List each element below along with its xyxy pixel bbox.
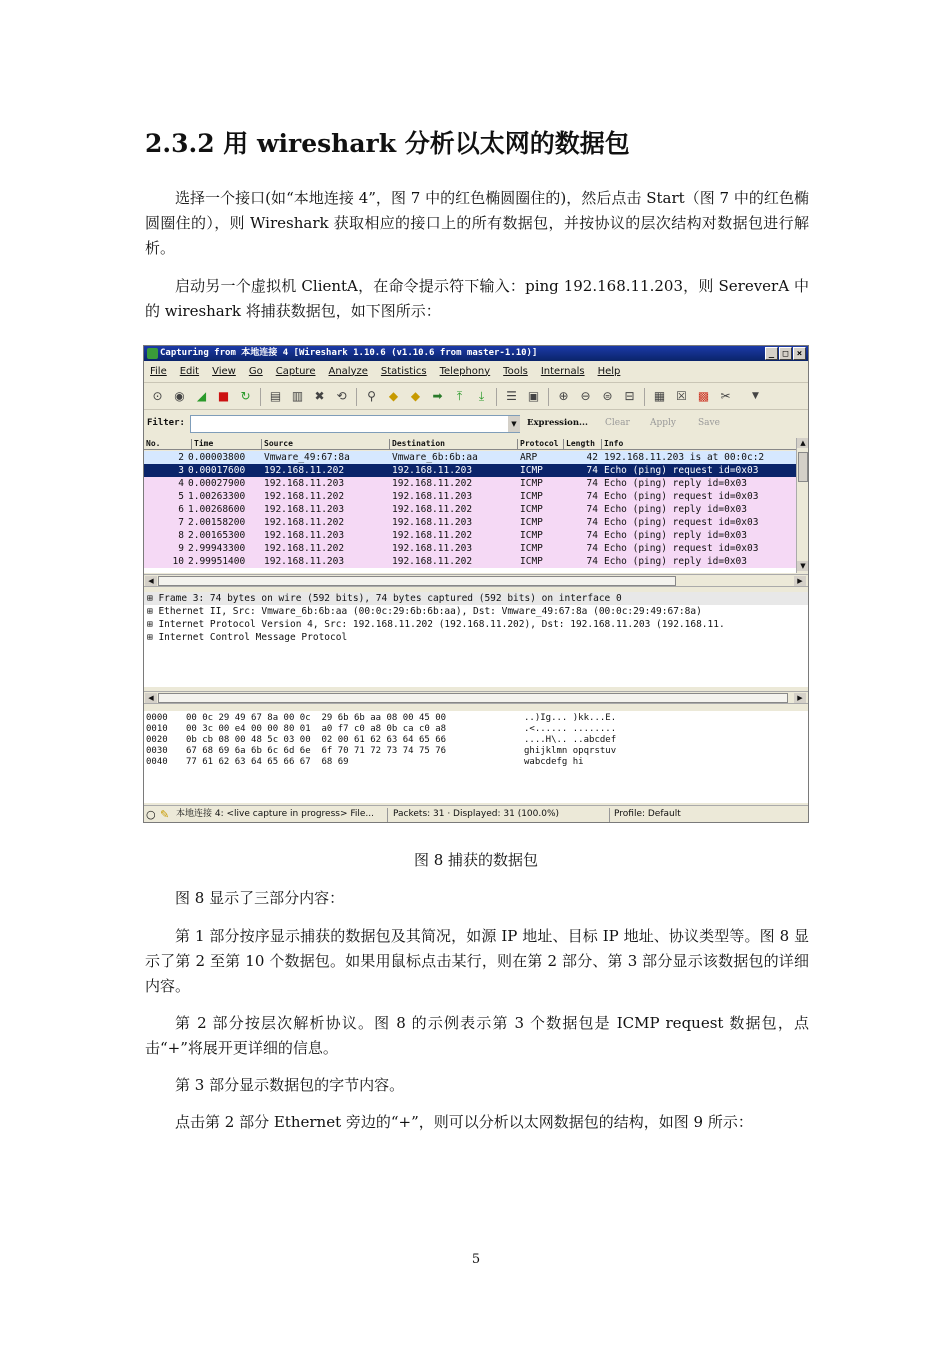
packet-time: 1.00268600 [188, 504, 246, 515]
menu-go[interactable]: Go [248, 365, 263, 377]
packet-source: 192.168.11.203 [264, 504, 345, 515]
packet-protocol: ARP [520, 452, 538, 463]
packet-destination: 192.168.11.202 [392, 504, 473, 515]
page-number: 5 [471, 1252, 481, 1267]
packet-time: 1.00263300 [188, 491, 246, 502]
toolbar-separator [260, 388, 261, 406]
packet-time: 2.00158200 [188, 517, 246, 528]
packet-no: 5 [178, 491, 184, 502]
menu-view[interactable]: View [212, 365, 236, 377]
display-filters-icon[interactable]: ☒ [676, 389, 687, 403]
byte-row[interactable] [146, 724, 617, 735]
packet-list-hscroll[interactable] [144, 574, 808, 587]
packet-source: 192.168.11.202 [264, 465, 345, 476]
paragraph-3: 图 8 显示了三部分内容： [175, 889, 345, 907]
capture-status: 本地连接 4: <live capture in progress> File... [176, 809, 375, 819]
detail-frame[interactable]: ⊞ Frame 3: 74 bytes on wire (592 bits), 74 bytes captured (592 bits) on interface 0 [147, 593, 622, 604]
packet-time: 0.00017600 [188, 465, 246, 476]
packet-no: 3 [178, 465, 184, 476]
packet-destination: 192.168.11.202 [392, 556, 473, 567]
column-destination[interactable]: Destination [389, 439, 445, 450]
scroll-thumb[interactable] [158, 693, 788, 703]
packet-time: 0.00003800 [188, 452, 246, 463]
byte-offset: 0010 [146, 724, 168, 734]
detail-ethernet[interactable]: ⊞ Ethernet II, Src: Vmware_6b:6b:aa (00:0c:29:6b:6b:aa), Dst: Vmware_49:67:8a (00:0c:29:49:67:8a) [147, 606, 702, 617]
packet-protocol: ICMP [520, 465, 543, 476]
paragraph-1: 选择一个接口(如“本地连接 4”，图 7 中的红色椭圆圈住的)，然后点击 Start（图 7 中的红色椭圆圈住的），则 Wireshark 获取相应的接口上的所有数据包，并按协议的层次结构对数据包进行解析。 [145, 189, 809, 257]
scroll-down-icon[interactable]: ▼ [797, 561, 809, 571]
preferences-icon[interactable]: ✂ [720, 389, 731, 403]
scroll-right-icon[interactable]: ▶ [794, 576, 806, 586]
wireshark-logo-icon [147, 348, 158, 359]
paragraph-5: 第 2 部分按层次解析协议。图 8 的示例表示第 3 个数据包是 ICMP request 数据包，点击“+”将展开更详细的信息。 [145, 1014, 809, 1057]
paragraph-6: 第 3 部分显示数据包的字节内容。 [175, 1076, 405, 1094]
byte-hex: 67 68 69 6a 6b 6c 6d 6e 6f 70 71 72 73 74 75 76 [186, 746, 447, 756]
profile-status[interactable]: Profile: Default [614, 809, 681, 819]
colorize-icon[interactable]: ☰ [506, 389, 517, 403]
packet-no: 2 [178, 452, 184, 463]
scroll-left-icon[interactable]: ◀ [145, 576, 157, 586]
byte-row[interactable] [146, 735, 617, 746]
packet-destination: 192.168.11.203 [392, 465, 473, 476]
byte-ascii: .<...... ........ [524, 724, 617, 734]
packet-info: Echo (ping) request id=0x03 [604, 517, 759, 528]
packet-row[interactable] [144, 529, 796, 542]
packet-time: 2.00165300 [188, 530, 246, 541]
byte-ascii: ghijklmn opqrstuv [524, 746, 617, 756]
toolbar-separator [356, 388, 357, 406]
packet-source: 192.168.11.203 [264, 530, 345, 541]
menu-bar [144, 362, 808, 380]
menu-edit[interactable]: Edit [179, 365, 200, 377]
column-time[interactable]: Time [191, 439, 213, 450]
packet-source: 192.168.11.202 [264, 491, 345, 502]
menu-statistics[interactable]: Statistics [380, 365, 427, 377]
packet-bytes-pane [144, 711, 808, 803]
packet-no: 10 [172, 556, 184, 567]
zoom-out-icon[interactable]: ⊖ [580, 389, 591, 403]
detail-ipv4[interactable]: ⊞ Internet Protocol Version 4, Src: 192.168.11.202 (192.168.11.202), Dst: 192.168.11.203 (192.168.11. [147, 619, 725, 630]
packet-row[interactable] [144, 477, 796, 490]
interface-list-icon[interactable]: ⊙ [152, 389, 163, 403]
menu-analyze[interactable]: Analyze [328, 365, 368, 377]
packet-source: 192.168.11.203 [264, 478, 345, 489]
scroll-right-icon[interactable]: ▶ [794, 693, 806, 703]
stop-capture-icon[interactable]: ■ [217, 389, 230, 403]
packet-length: 42 [586, 452, 598, 463]
scroll-thumb[interactable] [798, 452, 808, 482]
menu-tools[interactable]: Tools [503, 365, 528, 377]
apply-button[interactable]: Apply [650, 418, 676, 428]
packet-length: 74 [586, 530, 598, 541]
close-button[interactable]: × [793, 347, 806, 360]
menu-capture[interactable]: Capture [275, 365, 316, 377]
packet-time: 0.00027900 [188, 478, 246, 489]
packet-protocol: ICMP [520, 530, 543, 541]
clear-button[interactable]: Clear [605, 418, 630, 428]
packet-destination: 192.168.11.202 [392, 478, 473, 489]
packet-destination: 192.168.11.203 [392, 517, 473, 528]
packet-protocol: ICMP [520, 478, 543, 489]
byte-hex: 00 3c 00 e4 00 00 80 01 a0 f7 c0 a8 0b ca c0 a8 [186, 724, 447, 734]
window-title: Capturing from 本地连接 4 [Wireshark 1.10.6 (v1.10.6 from master-1.10)] [160, 348, 538, 358]
save-file-icon[interactable]: ▥ [291, 389, 304, 403]
packet-length: 74 [586, 517, 598, 528]
packet-details-pane [144, 592, 808, 687]
packet-no: 7 [178, 517, 184, 528]
packet-length: 74 [586, 491, 598, 502]
packet-list-vscroll[interactable] [796, 438, 808, 573]
packet-length: 74 [586, 465, 598, 476]
wireshark-screenshot [143, 345, 809, 823]
packet-row[interactable] [144, 555, 796, 568]
toolbar-separator [644, 388, 645, 406]
main-toolbar [144, 382, 808, 410]
packets-count: Packets: 31 · Displayed: 31 (100.0%) [393, 809, 560, 819]
capture-filters-icon[interactable]: ▦ [653, 389, 666, 403]
filter-bar [144, 413, 808, 435]
byte-offset: 0040 [146, 757, 168, 767]
packet-info: Echo (ping) request id=0x03 [604, 543, 759, 554]
normal-size-icon[interactable]: ⊜ [602, 389, 613, 403]
start-capture-icon[interactable]: ◢ [196, 389, 207, 403]
byte-offset: 0020 [146, 735, 168, 745]
byte-hex: 0b cb 08 00 48 5c 03 00 02 00 61 62 63 64 65 66 [186, 735, 447, 745]
figure-caption: 图 8 捕获的数据包 [413, 851, 539, 869]
more-icon[interactable]: ▼ [752, 391, 759, 401]
expression-button[interactable]: Expression... [527, 418, 588, 428]
packet-time: 2.99943300 [188, 543, 246, 554]
byte-hex: 00 0c 29 49 67 8a 00 0c 29 6b 6b aa 08 00 45 00 [186, 713, 447, 723]
column-no[interactable]: No. [146, 439, 161, 448]
page-title: 2.3.2 用 wireshark 分析以太网的数据包 [145, 129, 630, 158]
scroll-left-icon[interactable]: ◀ [145, 693, 157, 703]
packet-row-selected[interactable] [144, 464, 796, 477]
byte-ascii: ....H\.. ..abcdef [524, 735, 617, 745]
save-filter-button[interactable]: Save [698, 418, 720, 428]
packet-length: 74 [586, 504, 598, 515]
packet-list-header [144, 438, 796, 450]
packet-source: 192.168.11.203 [264, 556, 345, 567]
reload-icon[interactable]: ⟲ [336, 389, 347, 403]
byte-offset: 0030 [146, 746, 168, 756]
toolbar-separator [496, 388, 497, 406]
first-packet-icon[interactable]: ⤒ [456, 389, 463, 403]
packet-row[interactable] [144, 542, 796, 555]
packet-row[interactable] [144, 516, 796, 529]
toolbar-separator [548, 388, 549, 406]
byte-row[interactable] [146, 746, 617, 757]
packet-source: 192.168.11.202 [264, 543, 345, 554]
packet-info: Echo (ping) request id=0x03 [604, 491, 759, 502]
back-icon[interactable]: ◆ [388, 389, 399, 403]
minimize-button[interactable]: _ [765, 347, 778, 360]
packet-length: 74 [586, 478, 598, 489]
detail-icmp[interactable]: ⊞ Internet Control Message Protocol [147, 632, 348, 643]
filter-input[interactable] [190, 415, 520, 433]
open-file-icon[interactable]: ▤ [269, 389, 282, 403]
paragraph-4: 第 1 部分按序显示捕获的数据包及其简况，如源 IP 地址、目标 IP 地址、协议类型等。图 8 显示了第 2 至第 10 个数据包。如果用鼠标点击某行，则在第 2 部分、第 3 部分显示该数据包的详细内容。 [145, 927, 809, 995]
capture-comment-icon[interactable]: ✎ [160, 808, 170, 821]
packet-source: Vmware_49:67:8a [264, 452, 350, 463]
paragraph-2: 启动另一个虚拟机 ClientA，在命令提示符下输入：ping 192.168.11.203，则 SereverA 中的 wireshark 将捕获数据包，如下图所示： [145, 277, 809, 320]
expert-info-icon[interactable]: ○ [146, 808, 156, 821]
column-protocol[interactable]: Protocol [517, 439, 559, 450]
column-source[interactable]: Source [261, 439, 293, 450]
restart-capture-icon[interactable]: ↻ [240, 389, 251, 403]
menu-help[interactable]: Help [597, 365, 621, 377]
zoom-in-icon[interactable]: ⊕ [558, 389, 569, 403]
packet-info: Echo (ping) reply id=0x03 [604, 504, 747, 515]
packet-no: 8 [178, 530, 184, 541]
status-divider [387, 808, 388, 822]
packet-length: 74 [586, 556, 598, 567]
column-length[interactable]: Length [563, 439, 595, 450]
close-file-icon[interactable]: ✖ [314, 389, 325, 403]
packet-no: 4 [178, 478, 184, 489]
packet-info: Echo (ping) reply id=0x03 [604, 530, 747, 541]
resize-columns-icon[interactable]: ⊟ [624, 389, 635, 403]
byte-offset: 0000 [146, 713, 168, 723]
packet-info: 192.168.11.203 is at 00:0c:2 [604, 452, 765, 463]
menu-file[interactable]: File [150, 365, 167, 377]
byte-ascii: ..)Ig... )kk...E. [524, 713, 617, 723]
packet-destination: 192.168.11.203 [392, 491, 473, 502]
maximize-button[interactable]: □ [779, 347, 792, 360]
last-packet-icon[interactable]: ⤓ [478, 389, 485, 403]
scroll-up-icon[interactable]: ▲ [797, 438, 809, 448]
packet-row[interactable] [144, 451, 796, 464]
packet-destination: 192.168.11.203 [392, 543, 473, 554]
forward-icon[interactable]: ◆ [410, 389, 421, 403]
packet-info: Echo (ping) reply id=0x03 [604, 478, 747, 489]
status-divider [609, 808, 610, 822]
byte-row[interactable] [146, 757, 584, 768]
packet-info: Echo (ping) request id=0x03 [604, 465, 759, 476]
packet-protocol: ICMP [520, 517, 543, 528]
packet-destination: Vmware_6b:6b:aa [392, 452, 478, 463]
byte-row[interactable] [146, 713, 617, 724]
packet-protocol: ICMP [520, 543, 543, 554]
packet-row[interactable] [144, 503, 796, 516]
status-bar [144, 805, 808, 823]
filter-label: Filter: [147, 418, 185, 428]
packet-protocol: ICMP [520, 491, 543, 502]
menu-telephony[interactable]: Telephony [439, 365, 491, 377]
column-info[interactable]: Info [601, 439, 623, 450]
find-icon[interactable]: ⚲ [367, 389, 376, 403]
menu-internals[interactable]: Internals [540, 365, 585, 377]
byte-ascii: wabcdefg hi [524, 757, 584, 767]
packet-length: 74 [586, 543, 598, 554]
packet-no: 6 [178, 504, 184, 515]
title-bar [144, 346, 808, 361]
packet-info: Echo (ping) reply id=0x03 [604, 556, 747, 567]
byte-hex: 77 61 62 63 64 65 66 67 68 69 [186, 757, 349, 767]
packet-source: 192.168.11.202 [264, 517, 345, 528]
packet-no: 9 [178, 543, 184, 554]
packet-list [144, 451, 796, 573]
packet-row[interactable] [144, 490, 796, 503]
packet-protocol: ICMP [520, 504, 543, 515]
options-icon[interactable]: ◉ [174, 389, 185, 403]
packet-destination: 192.168.11.202 [392, 530, 473, 541]
coloring-rules-icon[interactable]: ▩ [697, 389, 710, 403]
goto-icon[interactable]: ➡ [432, 389, 443, 403]
scroll-thumb[interactable] [158, 576, 676, 586]
paragraph-7: 点击第 2 部分 Ethernet 旁边的“+”，则可以分析以太网数据包的结构，如图 9 所示： [175, 1113, 753, 1131]
autoscroll-icon[interactable]: ▣ [527, 389, 540, 403]
packet-protocol: ICMP [520, 556, 543, 567]
details-hscroll[interactable] [144, 691, 808, 704]
filter-dropdown-icon[interactable]: ▼ [508, 416, 520, 432]
packet-time: 2.99951400 [188, 556, 246, 567]
